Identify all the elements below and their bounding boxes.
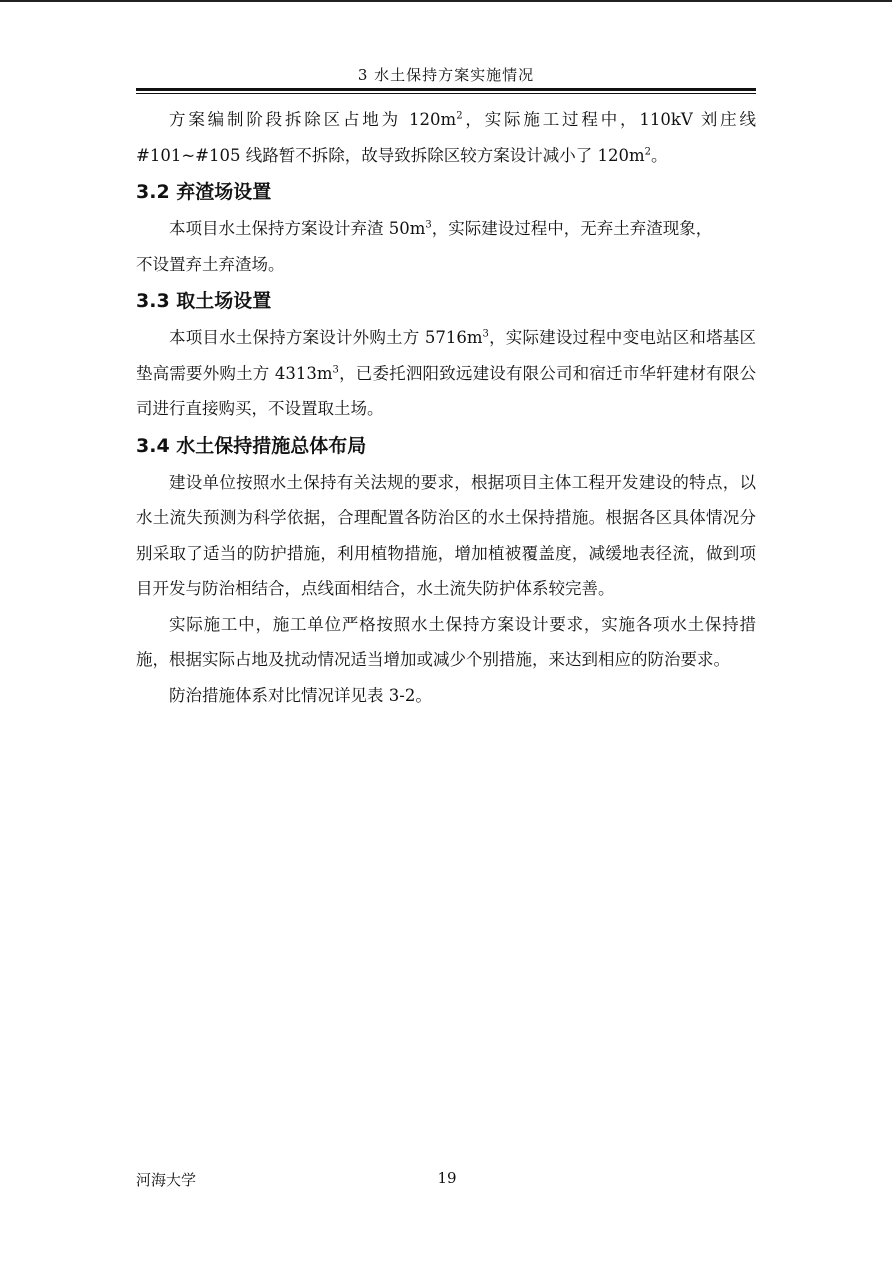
section-heading-3-4: 3.4 水土保持措施总体布局 [136, 434, 367, 457]
paragraph-borrow-site: 本项目水土保持方案设计外购土方 $5716m^3$，实际建设过程中变电站区和塔基区垫高需要外购土方 $4313m^3$，已委托泗阳致远建设有限公司和宿迁市华轩建材有限公司进行直接购买，不设置取土场。 [136, 328, 757, 418]
header-rule-thick [136, 88, 756, 91]
document-body [136, 102, 756, 713]
page-number: 19 [437, 1169, 457, 1187]
paragraph-spoil-site: 本项目水土保持方案设计弃渣 $50m^3$，实际建设过程中，无弃土弃渣现象， [169, 219, 713, 238]
section-heading-3-2: 3.2 弃渣场设置 [136, 181, 272, 203]
paragraph-table-reference: 防治措施体系对比情况详见表 3-2。 [169, 685, 432, 705]
paragraph-demolition-area: 方案编制阶段拆除区占地为 $120m^2$，实际施工过程中，110kV 刘庄线 #101~#105 线路暂不拆除，故导致拆除区较方案设计减小了 $120m^2$。 [136, 110, 757, 165]
header-rule-thin [136, 93, 756, 94]
page-top-border [0, 0, 892, 2]
paragraph-overall-layout: 建设单位按照水土保持有关法规的要求，根据项目主体工程开发建设的特点，以水土流失预测为科学依据，合理配置各防治区的水土保持措施。根据各区具体情况分别采取了适当的防护措施，利用植物措施，增加植被覆盖度，减缓地表径流，做到项目开发与防治相结合，点线面相结合，水土流失防护体系较完善。 [136, 472, 756, 598]
footer-institution: 河海大学 [136, 1171, 197, 1189]
paragraph-construction-practice: 实际施工中，施工单位严格按照水土保持方案设计要求，实施各项水土保持措施，根据实际占地及扰动情况适当增加或减少个别措施，来达到相应的防治要求。 [136, 614, 756, 669]
section-heading-3-3: 3.3 取土场设置 [136, 290, 272, 312]
running-header: 3 水土保持方案实施情况 [357, 66, 535, 84]
paragraph-spoil-site-cont: 不设置弃土弃渣场。 [136, 254, 285, 274]
